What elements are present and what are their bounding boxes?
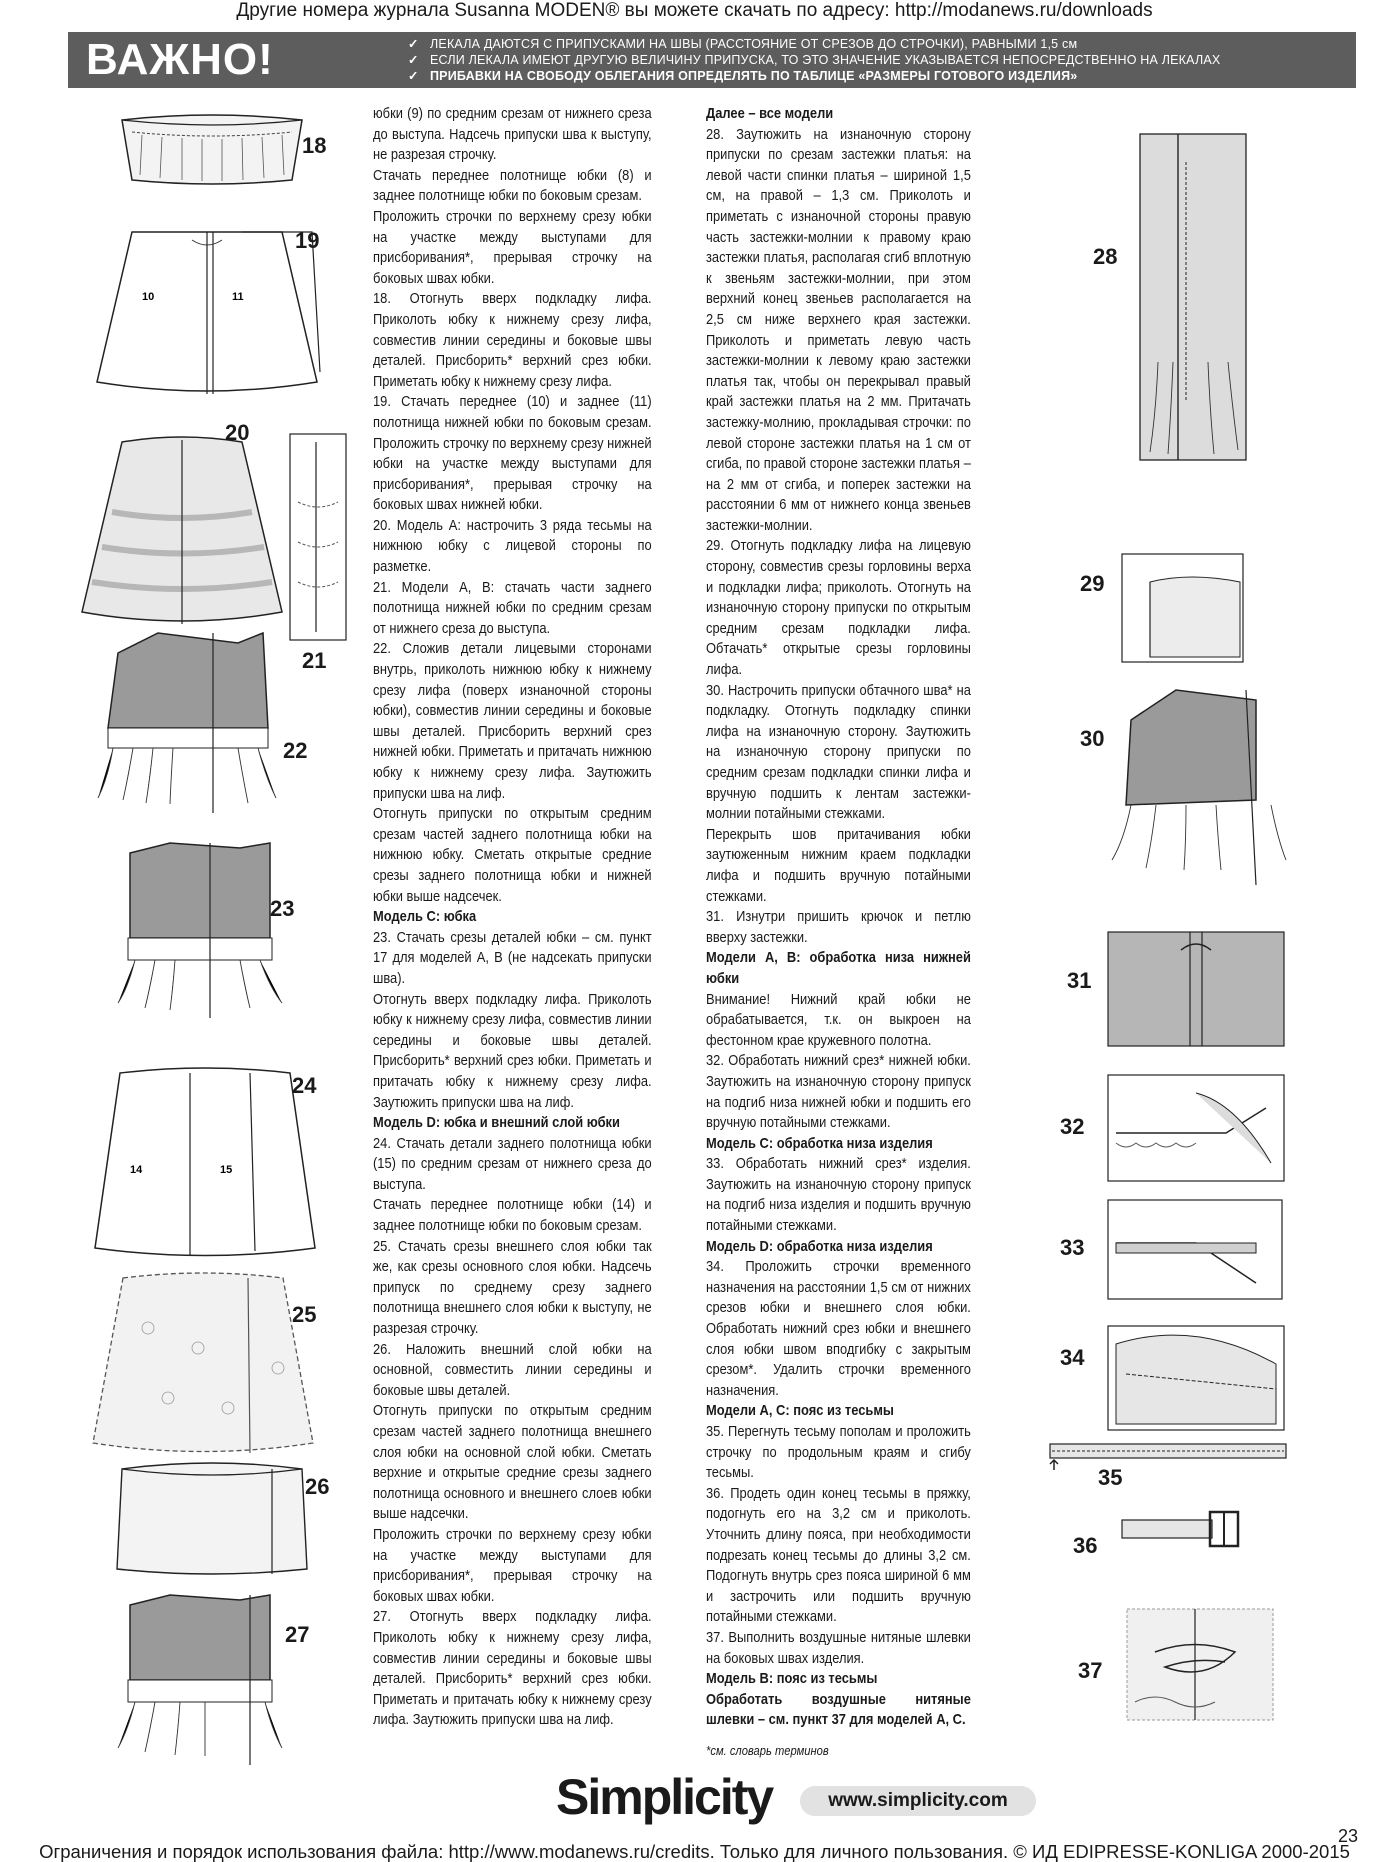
figure-22-underskirt-to-bodice: [88, 628, 288, 813]
paragraph: 31. Изнутри пришить крючок и петлю вверху застежки.: [706, 908, 971, 946]
paragraph: 35. Перегнуть тесьму пополам и проложить строчку по продольным краям и сгибу тесьмы.: [706, 1423, 971, 1482]
check-icon: ✓: [408, 53, 419, 67]
figure-29-neckline: [1120, 552, 1245, 664]
legal-note: Ограничения и порядок использования файла: http://www.modanews.ru/credits. Только для личного пользования. © ИД EDIPRESSE-KONLIGA 2000-2015: [39, 1841, 1350, 1862]
figure-number: 18: [302, 133, 327, 158]
paragraph: 21. Модели А, В: стачать части заднего полотнища нижней юбки по средним срезам от нижнего среза до выступа.: [373, 578, 652, 637]
figure-number: 32: [1060, 1114, 1085, 1139]
important-lines: [408, 36, 1220, 84]
paragraph: Проложить строчки по верхнему срезу юбки на участке между выступами для присборивания*, прерывая строчку на боковых швах юбки.: [373, 1525, 652, 1605]
figure-19-underskirt-seams: [92, 222, 322, 402]
figure-number: 28: [1093, 244, 1118, 269]
figure-31-hook-eye: [1106, 930, 1286, 1048]
paragraph: 36. Продеть один конец тесьмы в пряжку, подогнуть его на 3,2 см и приколоть. Уточнить длину пояса, при необходимости подрезать конец тесьмы до длины 3,2 см. Подогнуть внутрь срез пояса шириной 6 мм и застрочить или подшить вручную потайными стежками.: [706, 1484, 971, 1626]
figure-number: 29: [1080, 571, 1105, 596]
paragraph: 20. Модель А: настрочить 3 ряда тесьмы на нижнюю юбку с лицевой стороны по разметке.: [373, 516, 652, 576]
figure-number: 31: [1067, 968, 1092, 993]
simplicity-logo: Simplicity: [556, 1769, 773, 1825]
paragraph: 26. Наложить внешний слой юбки на основной, совместить линии середины и боковые швы деталей.: [373, 1340, 652, 1399]
figure-number: 25: [292, 1302, 317, 1327]
section-heading: Модели А, С: пояс из тесьмы: [706, 1402, 894, 1420]
figure-18-skirt-gathering: [112, 110, 312, 190]
important-line: [408, 36, 1220, 52]
piece-label: 10: [142, 291, 155, 303]
paragraph: 37. Выполнить воздушные нитяные шлевки на боковых швах изделия.: [706, 1628, 971, 1667]
section-heading: Модель С: обработка низа изделия: [706, 1134, 933, 1152]
footnote: *см. словарь терминов: [706, 1742, 829, 1758]
figure-number: 24: [292, 1073, 317, 1098]
figure-number: 21: [302, 648, 327, 673]
check-icon: ✓: [408, 69, 419, 83]
paragraph: 19. Стачать переднее (10) и заднее (11) полотнища нижней юбки по боковым срезам. Проложить строчку по верхнему срезу нижней юбки на участке между выступами для присборивания*, прерывая строчку на боковых швах нижней юбки.: [373, 393, 652, 514]
important-line: [408, 52, 1220, 68]
section-heading: Далее – все модели: [706, 105, 834, 122]
figure-30-bodice-lining: [1106, 680, 1291, 890]
important-line-text: ПРИБАВКИ НА СВОБОДУ ОБЛЕГАНИЯ ОПРЕДЕЛЯТЬ ПО ТАБЛИЦЕ «РАЗМЕРЫ ГОТОВОГО ИЗДЕЛИЯ»: [430, 69, 1078, 83]
paragraph: Отогнуть вверх подкладку лифа. Приколоть юбку к нижнему срезу лифа, совместив линии середины и боковые швы деталей. Присборить* верхний срез юбки. Приметать и притачать юбку к нижнему срезу лифа. Заутюжить припуски шва на лиф.: [373, 990, 652, 1111]
important-line: [408, 68, 1220, 84]
section-heading: Модель В: пояс из тесьмы: [706, 1670, 878, 1688]
figure-32-hem-underskirt: [1106, 1073, 1286, 1183]
instructions-column-1: [373, 104, 652, 1731]
paragraph: 32. Обработать нижний срез* нижней юбки. Заутюжить на изнаночную сторону припуск на подгиб низа нижней юбки и подшить его вручную потайными стежками.: [706, 1052, 971, 1132]
paragraph: 27. Отогнуть вверх подкладку лифа. Приколоть юбку к нижнему срезу лифа, совместив линии середины и боковые швы деталей. Присборить* верхний срез юбки. Приметать и притачать юбку к нижнему срезу лифа. Заутюжить припуски шва на лиф.: [373, 1608, 652, 1729]
paragraph: Отогнуть припуски по открытым средним срезам частей заднего полотнища юбки на нижнюю юбку. Сметать открытые средние срезы заднего полотнища юбки и нижней юбки выше надсечек.: [373, 805, 652, 905]
section-heading: Модели А, В: обработка низа нижней юбки: [706, 949, 971, 987]
important-title: ВАЖНО!: [86, 35, 274, 84]
important-line-text: ЕСЛИ ЛЕКАЛА ИМЕЮТ ДРУГУЮ ВЕЛИЧИНУ ПРИПУСКА, ТО ЭТО ЗНАЧЕНИЕ УКАЗЫВАЕТСЯ НЕПОСРЕДСТВЕННО НА ЛЕКАЛАХ: [430, 53, 1221, 67]
piece-label: 14: [130, 1164, 143, 1176]
piece-label: 11: [232, 291, 244, 303]
figure-number: 30: [1080, 726, 1105, 751]
paragraph: 18. Отогнуть вверх подкладку лифа. Приколоть юбку к нижнему срезу лифа, совместив линии середины и боковые швы деталей. Присборить* верхний срез юбки. Приметать юбку к нижнему срезу лифа.: [373, 290, 652, 390]
figure-number: 23: [270, 896, 295, 921]
important-line-text: ЛЕКАЛА ДАЮТСЯ С ПРИПУСКАМИ НА ШВЫ (РАССТОЯНИЕ ОТ СРЕЗОВ ДО СТРОЧКИ), РАВНЫМИ 1,5 см: [430, 37, 1078, 51]
figure-28-zipper: [1138, 132, 1248, 462]
paragraph: Проложить строчки по верхнему срезу юбки на участке между выступами для присборивания*, прерывая строчку на боковых швах юбки.: [373, 207, 652, 287]
figure-27-skirt-attached: [110, 1590, 290, 1765]
section-heading: Модель D: обработка низа изделия: [706, 1237, 933, 1255]
figure-26-layers-basted: [112, 1459, 312, 1579]
paragraph: Обработать воздушные нитяные шлевки – см. пункт 37 для моделей А, С.: [706, 1690, 971, 1729]
paragraph: 22. Сложив детали лицевыми сторонами внутрь, приколоть нижнюю юбку к нижнему срезу лифа (поверх изнаночной стороны юбки), совместив линии середины и боковые швы деталей. Присборить верхний срез нижней юбки. Приметать и притачать нижнюю юбку к нижнему срезу лифа. Заутюжить припуски шва на лиф.: [373, 640, 652, 802]
paragraph: 29. Отогнуть подкладку лифа на лицевую сторону, совместив срезы горловины верха и подкладки лифа; приколоть. Отогнуть на изнаночную сторону припуски по открытым средним срезам подкладки лифа. Обтачать* открытые срезы горловины лифа.: [706, 537, 971, 679]
figure-33-hem-dress: [1106, 1198, 1284, 1301]
section-heading: Модель С: юбка: [373, 908, 477, 926]
page-number: 23: [1338, 1826, 1359, 1846]
figure-37-thread-loops: [1125, 1607, 1275, 1722]
figure-number: 22: [283, 738, 308, 763]
figure-number: 37: [1078, 1658, 1103, 1683]
paragraph: Перекрыть шов притачивания юбки заутюженным нижним краем подкладки лифа и подшить вручную потайными стежками.: [706, 825, 971, 905]
paragraph: Стачать переднее полотнище юбки (8) и заднее полотнище юбки по боковым срезам.: [373, 166, 652, 205]
figure-36-buckle: [1120, 1508, 1250, 1552]
figure-number: 35: [1098, 1465, 1123, 1490]
figure-23-skirt-to-bodice: [110, 838, 290, 1018]
figure-35-tape: [1048, 1442, 1288, 1470]
figure-number: 26: [305, 1474, 330, 1499]
paragraph: 23. Стачать срезы деталей юбки – см. пункт 17 для моделей А, В (не надсекать припуски шва).: [373, 928, 652, 987]
instructions-column-2: [706, 104, 971, 1762]
paragraph: 25. Стачать срезы внешнего слоя юбки так же, как срезы основного слоя юбки. Надсечь припуск по среднему срезу заднего полотнища внешнего слоя юбки к выступу, не разрезая строчку.: [373, 1237, 652, 1338]
paragraph: юбки (9) по средним срезам от нижнего среза до выступа. Надсечь припуски шва к выступу, не разрезая строчку.: [373, 105, 652, 164]
figure-number: 33: [1060, 1235, 1085, 1260]
figure-21-back-seam: [288, 432, 348, 642]
paragraph: 30. Настрочить припуски обтачного шва* на подкладку. Отогнуть подкладку спинки лифа на изнаночную сторону. Заутюжить на изнаночную сторону припуски по средним срезам подкладки спинки лифа и вручную подшить к лентам застежки-молнии потайными стежками.: [706, 681, 971, 823]
figure-number: 36: [1073, 1533, 1098, 1558]
paragraph: 34. Проложить строчки временного назначения на расстоянии 1,5 см от нижних срезов юбки и внешнего слоя юбки. Обработать нижний срез юбки и внешнего слоя юбки швом вподгибку с закрытым срезом*. Удалить строчки временного назначения.: [706, 1258, 971, 1399]
figure-24-skirt-seams: [90, 1063, 320, 1263]
paragraph: 33. Обработать нижний срез* изделия. Заутюжить на изнаночную сторону припуск на подгиб низа изделия и подшить вручную потайными стежками.: [706, 1155, 971, 1235]
figure-number: 20: [225, 420, 250, 445]
important-banner: [68, 32, 1356, 88]
figure-20-tape-rows: [72, 432, 292, 632]
figure-34-rolled-hem: [1106, 1324, 1286, 1432]
piece-label: 15: [220, 1164, 233, 1176]
figure-number: 27: [285, 1622, 310, 1647]
download-note: Другие номера журнала Susanna MODEN® вы можете скачать по адресу: http://modanews.ru/downloads: [236, 0, 1153, 21]
figure-25-outer-layer: [88, 1268, 318, 1458]
paragraph: Стачать переднее полотнище юбки (14) и заднее полотнище юбки по боковым срезам.: [373, 1196, 652, 1235]
section-heading: Модель D: юбка и внешний слой юбки: [373, 1114, 620, 1132]
figure-number: 19: [295, 228, 320, 253]
figure-number: 34: [1060, 1345, 1085, 1370]
paragraph: 24. Стачать детали заднего полотнища юбки (15) по средним срезам от нижнего среза до выступа.: [373, 1134, 652, 1193]
check-icon: ✓: [408, 37, 419, 51]
paragraph: 28. Заутюжить на изнаночную сторону припуски по срезам застежки платья: на левой части спинки платья – шириной 1,5 см, на правой – 1,3 см. Приколоть и приметать с изнаночной стороны правую часть застежки-молнии к правому краю застежки платья, располагая сгиб вплотную к звеньям застежки-молнии, при этом верхний конец звеньев располагается на 2,5 см ниже верхнего края застежки. Приколоть и приметать левую часть застежки-молнии к левому краю застежки платья так, чтобы он перекрывал правый край застежки платья на 2 мм. Притачать застежку-молнию, прокладывая строчки: по левой стороне застежки платья на 1 см от сгиба, по правой стороне застежки платья – на 2 мм от сгиба, и поперек застежки на расстоянии 6 мм от нижнего конца звеньев застежки-молнии.: [706, 125, 971, 534]
paragraph: Отогнуть припуски по открытым средним срезам частей заднего полотнища внешнего слоя юбки на основной слой юбки. Сметать верхние и открытые средние срезы заднего полотнища основного и внешнего слоев юбки выше надсечки.: [373, 1402, 652, 1523]
simplicity-website[interactable]: www.simplicity.com: [800, 1786, 1036, 1816]
paragraph: Внимание! Нижний край юбки не обрабатывается, т.к. он выкроен на фестонном крае кружевного полотна.: [706, 990, 971, 1049]
